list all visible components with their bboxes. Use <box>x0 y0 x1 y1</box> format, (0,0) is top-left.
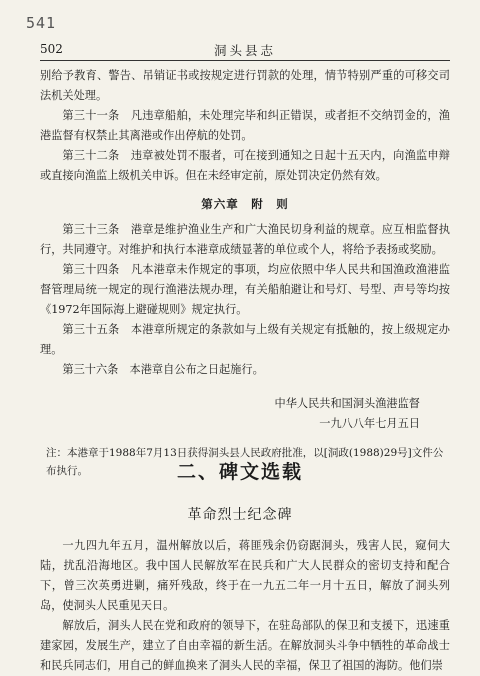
inscription-paragraph: 一九四九年五月，温州解放以后，蒋匪残余仍窃踞洞头，残害人民，窥伺大陆，扰乱沿海地区。我中国人民解放军在民兵和广大人民群众的密切支持和配合下，曾三次英勇进剿，痛歼残敌，终于在一九五二年一月十五日，解放了洞头列岛，使洞头人民重见天日。 <box>40 539 450 612</box>
article-35: 第三十五条 本港章所规定的条款如与上级有关规定有抵触的，按上级规定办理。 <box>40 323 450 356</box>
article-33: 第三十三条 港章是维护渔业生产和广大渔民切身利益的规章。应互相监督执行，共同遵守。对维护和执行本港章成绩显著的单位或个人，将给予表扬或奖励。 <box>40 223 450 256</box>
signature-org: 中华人民共和国洞头渔港监督 <box>274 397 420 410</box>
running-title: 洞头县志 <box>213 43 276 58</box>
signature-date: 一九八八年七月五日 <box>319 417 420 430</box>
article-32: 第三十二条 违章被处罚不服者，可在接到通知之日起十五天内，向渔监申辩或直接向渔监上级机关申诉。但在未经审定前，原处罚决定仍然有效。 <box>40 149 450 182</box>
section-title: 二、碑文选载 <box>176 461 303 483</box>
archive-stamp: 541 <box>26 14 57 32</box>
inscription-title: 革命烈士纪念碑 <box>187 507 293 523</box>
continued-paragraph: 别给予教育、警告、吊销证书或按规定进行罚款的处理，情节特别严重的可移交司法机关处理。 <box>40 69 450 102</box>
page-header <box>40 40 450 61</box>
regulation-text <box>40 66 450 480</box>
inscription-paragraph: 解放后，洞头人民在党和政府的领导下，在驻岛部队的保卫和支援下，迅速重建家园，发展生产，建立了自由幸福的新生活。在解放洞头斗争中牺牲的革命战士和民兵同志们，用自己的鲜血换来了洞头人民的幸福，保卫了祖国的海防。他们崇 <box>40 619 450 672</box>
article-36: 第三十六条 本港章自公布之日起施行。 <box>62 363 264 376</box>
approval-note: 注：本港章于1988年7月13日获得洞头县人民政府批准，以[洞政(1988)29号]文件公布执行。 <box>46 447 444 477</box>
article-31: 第三十一条 凡违章船舶，未处理完毕和纠正错误，或者拒不交纳罚金的，渔港监督有权禁止其离港或作出停航的处罚。 <box>40 109 450 142</box>
page-number: 502 <box>40 42 63 56</box>
chapter-heading: 第六章 附 则 <box>201 197 289 211</box>
inscription-text <box>40 536 450 676</box>
article-34: 第三十四条 凡本港章未作规定的事项，均应依照中华人民共和国渔政渔港监督管理局统一规定的现行渔港法规办理，有关船舶避让和号灯、号型、声号等均按《1972年国际海上避碰规则》规定执行。 <box>40 263 450 316</box>
